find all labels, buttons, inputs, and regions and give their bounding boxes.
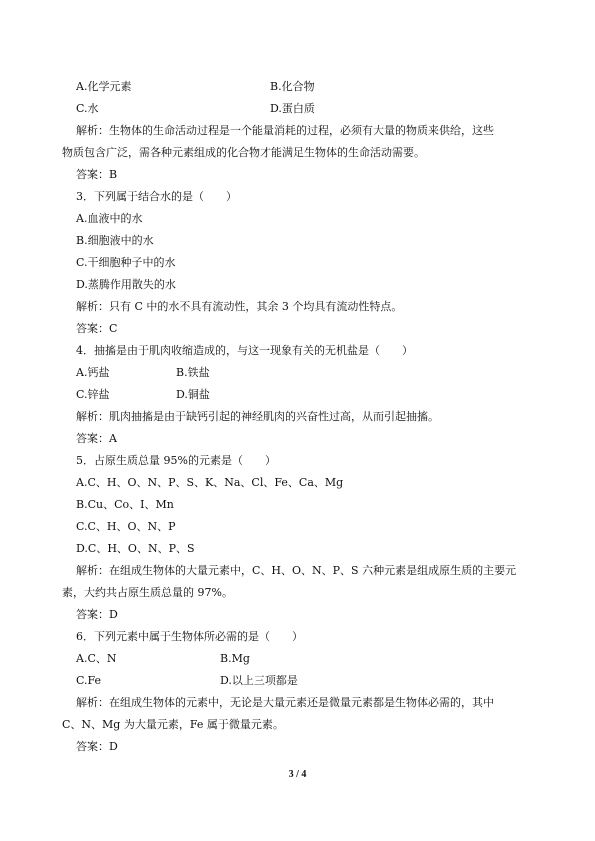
q3-question: 3．下列属于结合水的是（ ）: [76, 190, 237, 203]
q3-option-b: B.细胞液中的水: [76, 234, 154, 247]
q3-answer: 答案：C: [76, 322, 118, 335]
q2-option-c: C.水: [76, 102, 99, 115]
q2-option-b: B.化合物: [270, 80, 315, 93]
q6-option-c: C.Fe: [76, 674, 102, 687]
q5-option-b: B.Cu、Co、I、Mn: [76, 498, 174, 511]
q6-analysis-line2: C、N、Mg 为大量元素，Fe 属于微量元素。: [62, 718, 284, 731]
q5-analysis-line1: 解析：在组成生物体的大量元素中，C、H、O、N、P、S 六种元素是组成原生质的主要元: [76, 564, 517, 577]
q4-answer: 答案：A: [76, 432, 117, 445]
q6-answer: 答案：D: [76, 740, 118, 753]
q4-option-d: D.铜盐: [176, 388, 210, 401]
q4-option-c: C.锌盐: [76, 388, 110, 401]
q4-analysis: 解析：肌肉抽搐是由于缺钙引起的神经肌肉的兴奋性过高，从而引起抽搐。: [76, 410, 439, 423]
q4-question: 4．抽搐是由于肌肉收缩造成的，与这一现象有关的无机盐是（ ）: [76, 344, 413, 357]
q5-answer: 答案：D: [76, 608, 118, 621]
q3-option-c: C.干细胞种子中的水: [76, 256, 176, 269]
q4-option-a: A.钙盐: [76, 366, 110, 379]
q5-option-c: C.C、H、O、N、P: [76, 520, 176, 533]
q2-analysis-line2: 物质包含广泛，需各种元素组成的化合物才能满足生物体的生命活动需要。: [62, 146, 425, 159]
q2-option-a: A.化学元素: [76, 80, 132, 93]
q6-option-d: D.以上三项都是: [220, 674, 298, 687]
q5-option-d: D.C、H、O、N、P、S: [76, 542, 195, 555]
q3-option-d: D.蒸腾作用散失的水: [76, 278, 176, 291]
q6-option-a: A.C、N: [76, 652, 117, 665]
q6-question: 6．下列元素中属于生物体所必需的是（ ）: [76, 630, 303, 643]
q4-option-b: B.铁盐: [176, 366, 210, 379]
q3-analysis: 解析：只有 C 中的水不具有流动性，其余 3 个均具有流动性特点。: [76, 300, 403, 313]
page-number: 3 / 4: [288, 769, 307, 780]
q2-analysis-line1: 解析：生物体的生命活动过程是一个能量消耗的过程，必须有大量的物质来供给，这些: [76, 124, 494, 137]
q5-option-a: A.C、H、O、N、P、S、K、Na、Cl、Fe、Ca、Mg: [76, 476, 344, 489]
q5-analysis-line2: 素，大约共占原生质总量的 97%。: [62, 586, 233, 599]
q6-option-b: B.Mg: [220, 652, 250, 665]
q2-answer: 答案：B: [76, 168, 118, 181]
q2-option-d: D.蛋白质: [270, 102, 315, 115]
q6-analysis-line1: 解析：在组成生物体的元素中，无论是大量元素还是微量元素都是生物体必需的，其中: [76, 696, 494, 709]
q5-question: 5．占原生质总量 95%的元素是（ ）: [76, 454, 276, 467]
q3-option-a: A.血液中的水: [76, 212, 143, 225]
